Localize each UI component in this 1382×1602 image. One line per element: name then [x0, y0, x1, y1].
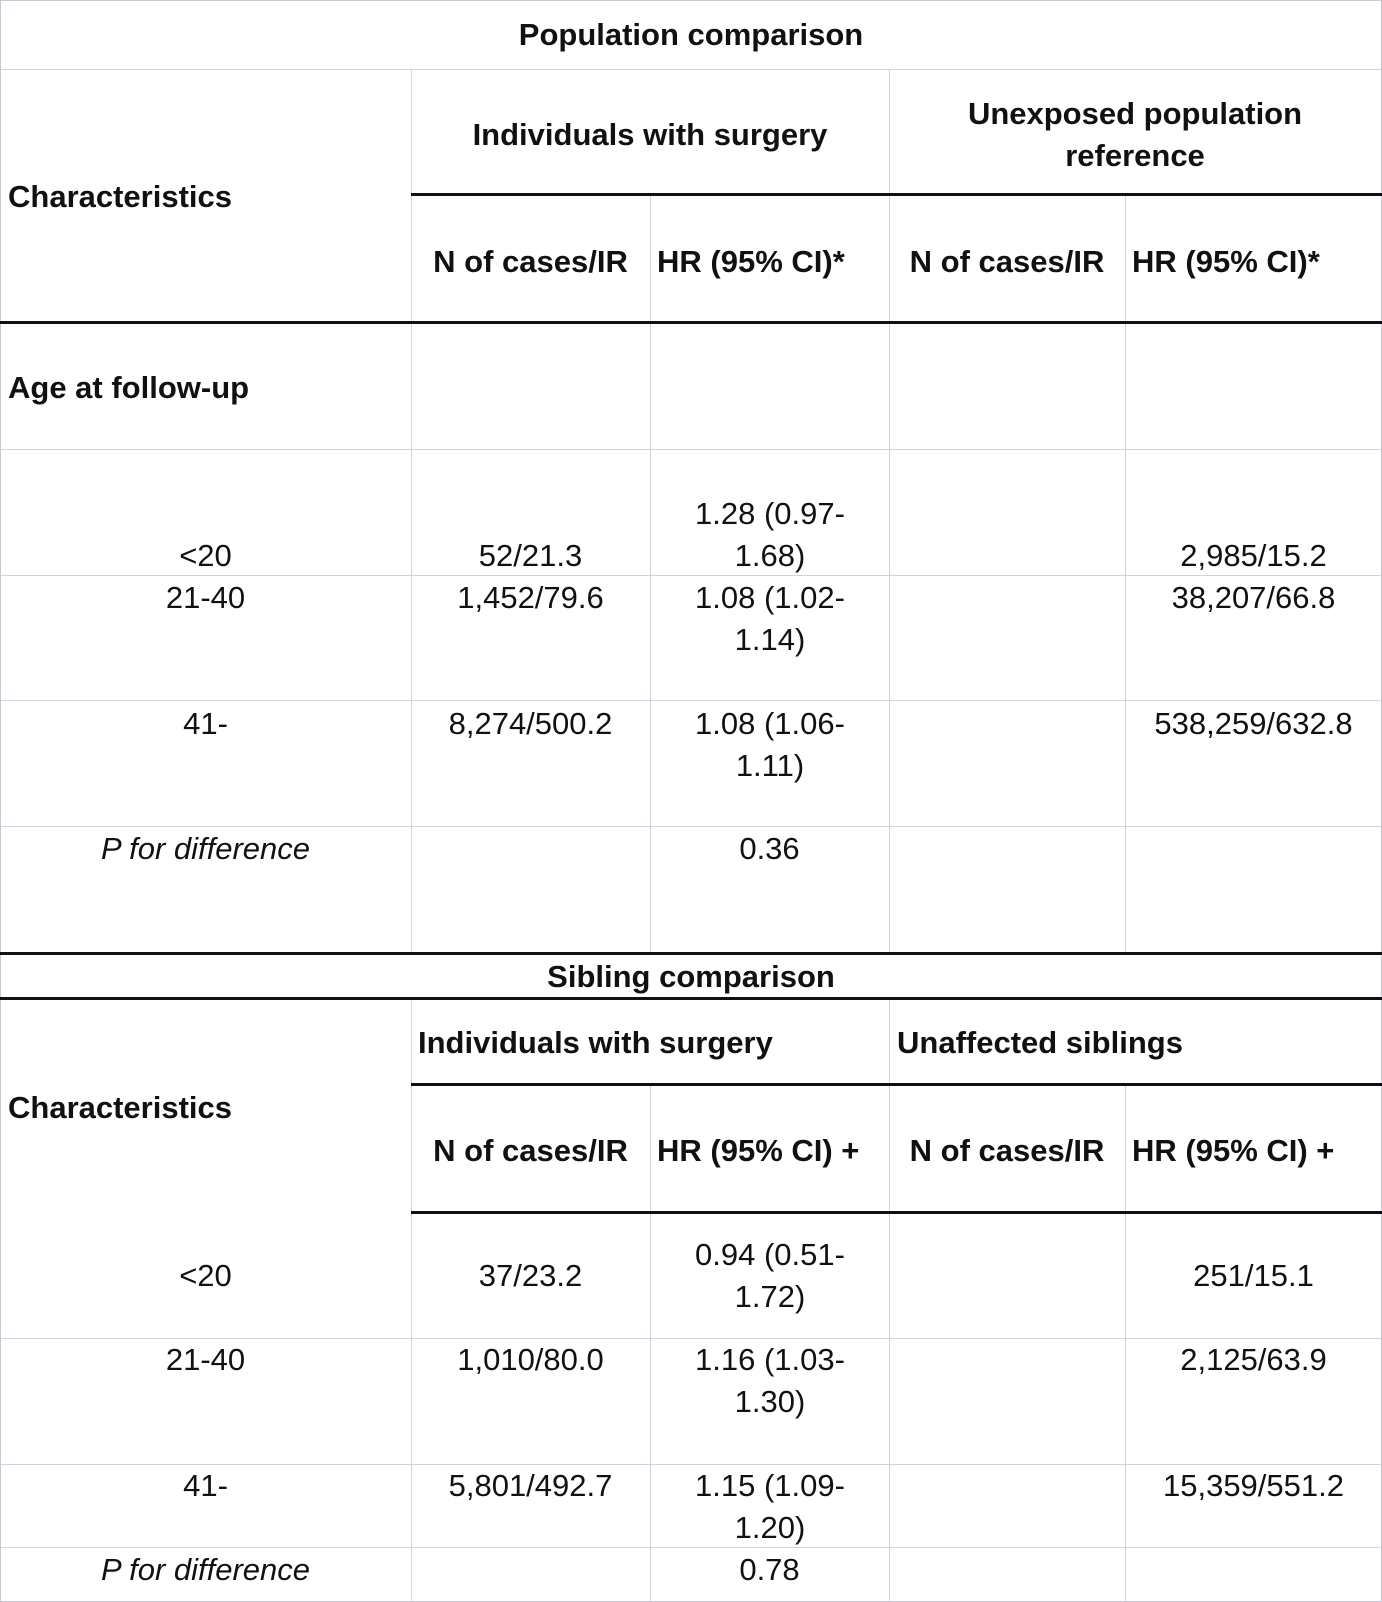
- col-hr-header: HR (95% CI) +: [1132, 1133, 1335, 1168]
- row-label: <20: [179, 1258, 232, 1293]
- table-cell: 37/23.2: [478, 1258, 583, 1293]
- table-cell: 1,010/80.0: [457, 1342, 604, 1377]
- table-cell: 251/15.1: [1193, 1258, 1314, 1293]
- row-label: 41-: [183, 1468, 228, 1503]
- table-cell: 538,259/632.8: [1154, 706, 1353, 741]
- characteristics-header: Characteristics: [8, 1090, 233, 1125]
- table-cell: 1.16 (1.03-1.30): [695, 1342, 845, 1419]
- col-divider: [411, 70, 412, 954]
- row-label: 21-40: [165, 1342, 246, 1377]
- table-cell: 1,452/79.6: [457, 580, 604, 615]
- header-rule: [0, 321, 1382, 324]
- table-cell: 38,207/66.8: [1171, 580, 1336, 615]
- p-difference-value: 0.36: [739, 831, 800, 866]
- col-divider: [889, 999, 890, 1602]
- col-hr-header: HR (95% CI)*: [657, 244, 845, 279]
- table-cell: 15,359/551.2: [1162, 1468, 1344, 1503]
- characteristics-header: Characteristics: [8, 179, 233, 214]
- header-rule: [411, 1211, 1382, 1214]
- population-title: Population comparison: [518, 17, 864, 52]
- section-label: Age at follow-up: [8, 370, 250, 405]
- row-label: <20: [179, 538, 232, 573]
- col-n-header: N of cases/IR: [909, 244, 1105, 279]
- col-n-header: N of cases/IR: [433, 244, 628, 279]
- group1-header: Individuals with surgery: [472, 117, 828, 152]
- table-cell: 2,125/63.9: [1180, 1342, 1327, 1377]
- col-hr-header: HR (95% CI) +: [657, 1133, 860, 1168]
- col-divider: [889, 70, 890, 954]
- col-n-header: N of cases/IR: [433, 1133, 628, 1168]
- table-cell: 8,274/500.2: [448, 706, 613, 741]
- header-rule: [411, 193, 1382, 196]
- p-difference-label: P for difference: [100, 1552, 311, 1587]
- table-cell: 52/21.3: [478, 538, 583, 573]
- table-cell: 5,801/492.7: [448, 1468, 613, 1503]
- table-cell: 1.08 (1.06-1.11): [695, 706, 845, 783]
- row-divider: [0, 69, 1382, 70]
- col-divider: [650, 1085, 651, 1602]
- row-divider: [0, 449, 1382, 450]
- section-rule: [0, 952, 1382, 955]
- p-difference-label: P for difference: [100, 831, 311, 866]
- table-cell: 1.15 (1.09-1.20): [695, 1468, 845, 1545]
- col-divider: [411, 999, 412, 1602]
- p-difference-value: 0.78: [739, 1552, 800, 1587]
- table-cell: 0.94 (0.51-1.72): [695, 1237, 845, 1314]
- table-cell: 1.08 (1.02-1.14): [695, 580, 845, 657]
- sibling-title: Sibling comparison: [547, 959, 835, 994]
- group2-header: Unexposed population reference: [967, 96, 1303, 173]
- group2-header: Unaffected siblings: [897, 1025, 1183, 1060]
- col-hr-header: HR (95% CI)*: [1132, 244, 1320, 279]
- row-label: 21-40: [165, 580, 246, 615]
- row-label: 41-: [183, 706, 228, 741]
- group1-header: Individuals with surgery: [418, 1025, 773, 1060]
- row-divider: [0, 700, 1382, 701]
- header-rule: [411, 1083, 1382, 1086]
- table-cell: 2,985/15.2: [1180, 538, 1327, 573]
- table-cell: 1.28 (0.97-1.68): [695, 496, 845, 573]
- row-divider: [0, 826, 1382, 827]
- col-n-header: N of cases/IR: [909, 1133, 1105, 1168]
